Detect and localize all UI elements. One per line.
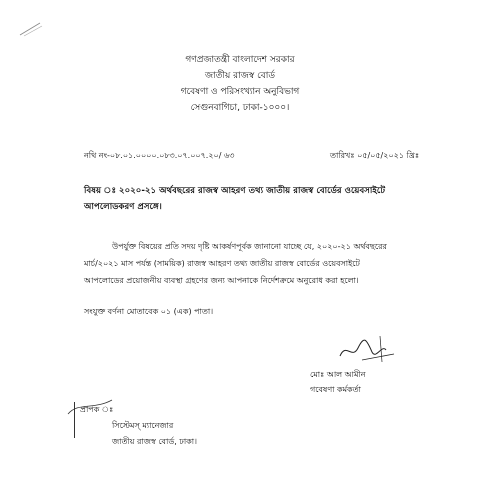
header-government: গণপ্রজাতন্ত্রী বাংলাদেশ সরকার <box>185 55 295 65</box>
recipient-line-1: সিস্টেমস্ ম্যানেজার <box>112 421 174 430</box>
recipient-line-2: জাতীয় রাজস্ব বোর্ড, ঢাকা। <box>112 437 197 446</box>
body-line-2: মার্চ/২০২১ মাস পর্যন্ত (সাময়িক) রাজস্ব আহরণ তথ্য জাতীয় রাজস্ব বোর্ডের ওয়েবসাইটে <box>84 259 360 268</box>
attachment-note: সংযুক্ত বর্ণনা মোতাবেক ০১ (এক) পাতা। <box>84 307 214 316</box>
body-line-3: আপলোডের প্রয়োজনীয় ব্যবস্থা গ্রহণের জন্য আপনাকে নির্দেশক্রমে অনুরোধ করা হলো। <box>84 276 359 285</box>
memo-date: তারিখঃ ০৫/০৫/২০২১ খ্রিঃ <box>330 151 420 160</box>
signatory-name: মোঃ আল আমীন <box>310 370 366 379</box>
body-line-1: উপর্যুক্ত বিষয়ের প্রতি সদয় দৃষ্টি আকর্ষণপূর্বক জানানো যাচ্ছে যে, ২০২০-২১ অর্থবছরের <box>112 242 387 251</box>
subject-line-2: আপলোডকরণ প্রসঙ্গে। <box>84 202 162 212</box>
recipient-margin-line <box>74 402 75 438</box>
header-wing: গবেষণা ও পরিসংখ্যান অনুবিভাগ <box>180 87 300 97</box>
memo-number: নথি নং-০৮.০১.০০০০.০৮৩.০৭.০০৭.২০/ ৬৩ <box>84 151 235 160</box>
signatory-designation: গবেষণা কর্মকর্তা <box>310 385 361 394</box>
handwritten-signature <box>336 330 396 366</box>
pen-scribble-mark <box>18 20 44 38</box>
subject-line-1: বিষয় ঃ ২০২০-২১ অর্থবছরের রাজস্ব আহরণ তথ্য জাতীয় রাজস্ব বোর্ডের ওয়েবসাইটে <box>84 186 386 196</box>
recipient-label: প্রাপক ঃ <box>80 405 114 414</box>
header-board: জাতীয় রাজস্ব বোর্ড <box>205 71 275 81</box>
header-address: সেগুনবাগিচা, ঢাকা-১০০০। <box>190 103 290 113</box>
